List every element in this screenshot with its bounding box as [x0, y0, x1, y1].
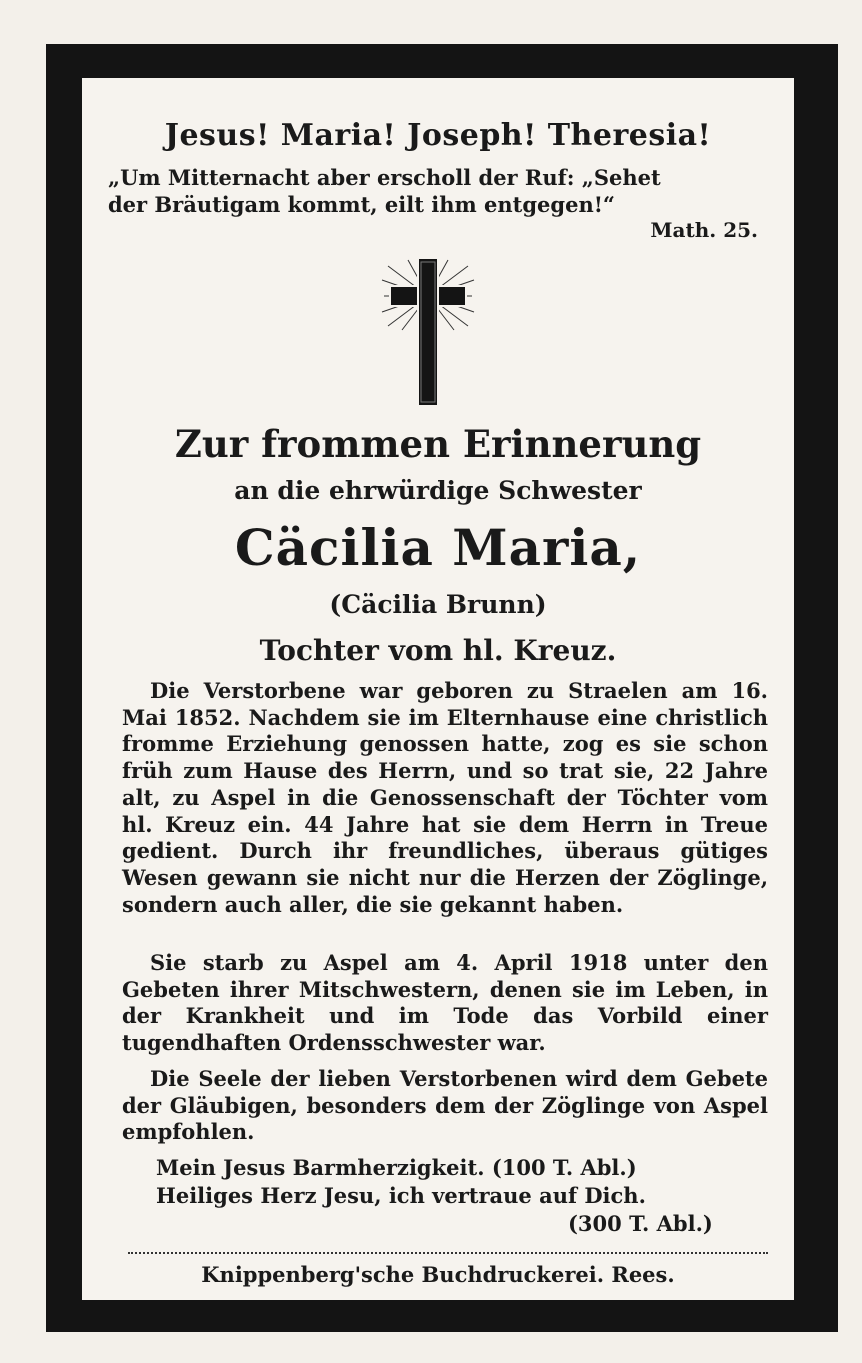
- cross-icon: [380, 258, 476, 408]
- religious-order: Tochter vom hl. Kreuz.: [259, 634, 617, 667]
- biography-paragraph: Die Verstorbene war geboren zu Straelen am 16. Mai 1852. Nachdem sie im Elternhause eine christlich fromme Erziehung genossen hatte, zog es sie schon früh zum Hause des Herrn, und so trat sie, 22 Jahre alt, zu Aspel in die Genossenschaft der Töchter vom hl. Kreuz ein. 44 Jahre hat sie dem Herrn in Treue gedient. Durch ihr freundliches, überaus gütiges Wesen gewann sie nicht nur die Herzen der Zöglinge, sondern auch aller, die sie gekannt haben.: [122, 678, 768, 917]
- dotted-divider: [128, 1252, 768, 1254]
- card-content: [82, 78, 794, 1300]
- birth-name: (Cäcilia Brunn): [329, 590, 547, 619]
- title-remembrance: Zur frommen Erinnerung: [174, 422, 702, 466]
- deceased-name: Cäcilia Maria,: [234, 518, 642, 577]
- scripture-reference: Math. 25.: [650, 218, 758, 242]
- death-paragraph: Sie starb zu Aspel am 4. April 1918 unter den Gebeten ihrer Mitschwestern, denen sie im Leben, in der Krankheit und im Tode das Vorbild einer tugendhaften Ordensschwester war.: [122, 950, 768, 1056]
- indulgence-note: (300 T. Abl.): [568, 1211, 713, 1236]
- printer-imprint: Knippenberg'sche Buchdruckerei. Rees.: [201, 1262, 675, 1287]
- scripture-quote: [108, 164, 768, 218]
- quote-line-1: „Um Mitternacht aber erscholl der Ruf: „Sehet: [108, 165, 661, 190]
- prayer-line-1: Mein Jesus Barmherzigkeit. (100 T. Abl.): [156, 1155, 637, 1180]
- quote-line-2: der Bräutigam kommt, eilt ihm entgegen!“: [108, 192, 616, 217]
- header-invocation: Jesus! Maria! Joseph! Theresia!: [164, 118, 712, 153]
- title-subline: an die ehrwürdige Schwester: [234, 476, 642, 505]
- prayer-request-paragraph: Die Seele der lieben Verstorbenen wird dem Gebete der Gläubigen, besonders dem der Zöglinge von Aspel empfohlen.: [122, 1066, 768, 1145]
- prayer-line-2: Heiliges Herz Jesu, ich vertraue auf Dich.: [156, 1183, 646, 1208]
